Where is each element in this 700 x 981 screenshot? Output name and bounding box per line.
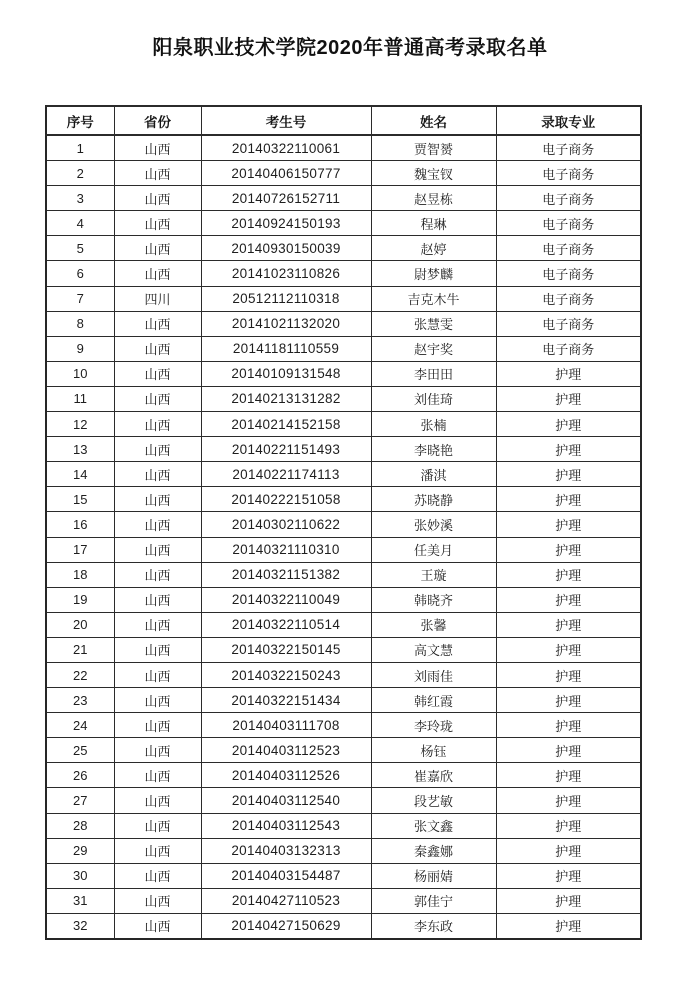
- cell-name: 苏晓静: [371, 487, 496, 512]
- cell-major: 电子商务: [496, 161, 641, 186]
- cell-province: 山西: [114, 186, 201, 211]
- cell-name: 韩红霞: [371, 688, 496, 713]
- table-row: [46, 386, 641, 411]
- cell-major: 护理: [496, 512, 641, 537]
- table-row: [46, 412, 641, 437]
- cell-major: 护理: [496, 412, 641, 437]
- cell-province: 山西: [114, 587, 201, 612]
- cell-major: 电子商务: [496, 135, 641, 161]
- cell-no: 31: [46, 888, 114, 913]
- admission-list-table: [45, 105, 642, 940]
- cell-name: 张楠: [371, 412, 496, 437]
- table-row: [46, 161, 641, 186]
- cell-province: 山西: [114, 161, 201, 186]
- cell-no: 7: [46, 286, 114, 311]
- cell-province: 山西: [114, 336, 201, 361]
- cell-candidate-no: 20141021132020: [201, 311, 371, 336]
- cell-province: 山西: [114, 913, 201, 939]
- cell-province: 山西: [114, 487, 201, 512]
- cell-candidate-no: 20140406150777: [201, 161, 371, 186]
- cell-name: 杨钰: [371, 738, 496, 763]
- cell-major: 电子商务: [496, 311, 641, 336]
- cell-province: 山西: [114, 888, 201, 913]
- cell-province: 山西: [114, 512, 201, 537]
- cell-name: 刘雨佳: [371, 662, 496, 687]
- table-row: [46, 662, 641, 687]
- cell-no: 2: [46, 161, 114, 186]
- cell-candidate-no: 20140930150039: [201, 236, 371, 261]
- cell-candidate-no: 20140213131282: [201, 386, 371, 411]
- cell-province: 山西: [114, 713, 201, 738]
- table-row: [46, 211, 641, 236]
- cell-candidate-no: 20140322110514: [201, 612, 371, 637]
- cell-candidate-no: 20140322110061: [201, 135, 371, 161]
- cell-no: 14: [46, 462, 114, 487]
- cell-candidate-no: 20140403112526: [201, 763, 371, 788]
- cell-candidate-no: 20140924150193: [201, 211, 371, 236]
- cell-name: 潘淇: [371, 462, 496, 487]
- cell-candidate-no: 20140427110523: [201, 888, 371, 913]
- cell-major: 护理: [496, 361, 641, 386]
- cell-no: 29: [46, 838, 114, 863]
- cell-major: 护理: [496, 587, 641, 612]
- cell-candidate-no: 20140322150243: [201, 662, 371, 687]
- cell-name: 王璇: [371, 562, 496, 587]
- cell-name: 赵婷: [371, 236, 496, 261]
- cell-name: 高文慧: [371, 637, 496, 662]
- page-title: 阳泉职业技术学院2020年普通高考录取名单: [152, 37, 548, 59]
- scanned-document-page: [0, 31, 700, 981]
- cell-candidate-no: 20140214152158: [201, 412, 371, 437]
- cell-province: 山西: [114, 261, 201, 286]
- cell-major: 电子商务: [496, 261, 641, 286]
- cell-candidate-no: 20140222151058: [201, 487, 371, 512]
- table-row: [46, 888, 641, 913]
- cell-no: 32: [46, 913, 114, 939]
- cell-major: 电子商务: [496, 336, 641, 361]
- cell-no: 23: [46, 688, 114, 713]
- cell-name: 李东政: [371, 913, 496, 939]
- table-row: [46, 688, 641, 713]
- cell-candidate-no: 20140403112523: [201, 738, 371, 763]
- cell-candidate-no: 20140403112543: [201, 813, 371, 838]
- cell-name: 程琳: [371, 211, 496, 236]
- table-row: [46, 336, 641, 361]
- cell-candidate-no: 20140403112540: [201, 788, 371, 813]
- table-row: [46, 537, 641, 562]
- column-header: 序号: [46, 106, 114, 135]
- cell-major: 电子商务: [496, 211, 641, 236]
- cell-candidate-no: 20140221174113: [201, 462, 371, 487]
- cell-major: 电子商务: [496, 186, 641, 211]
- cell-province: 山西: [114, 562, 201, 587]
- cell-major: 护理: [496, 788, 641, 813]
- cell-candidate-no: 20140726152711: [201, 186, 371, 211]
- cell-major: 护理: [496, 637, 641, 662]
- cell-province: 山西: [114, 838, 201, 863]
- column-header: 姓名: [371, 106, 496, 135]
- cell-province: 山西: [114, 612, 201, 637]
- cell-province: 山西: [114, 863, 201, 888]
- cell-candidate-no: 20140221151493: [201, 437, 371, 462]
- cell-name: 崔嘉欣: [371, 763, 496, 788]
- column-header: 录取专业: [496, 106, 641, 135]
- cell-no: 19: [46, 587, 114, 612]
- cell-candidate-no: 20140322150145: [201, 637, 371, 662]
- cell-candidate-no: 20140322110049: [201, 587, 371, 612]
- cell-name: 赵宇奖: [371, 336, 496, 361]
- column-header: 省份: [114, 106, 201, 135]
- cell-name: 张馨: [371, 612, 496, 637]
- cell-province: 山西: [114, 537, 201, 562]
- table-row: [46, 738, 641, 763]
- cell-candidate-no: 20140321151382: [201, 562, 371, 587]
- cell-no: 25: [46, 738, 114, 763]
- cell-name: 张文鑫: [371, 813, 496, 838]
- cell-major: 护理: [496, 612, 641, 637]
- table-row: [46, 186, 641, 211]
- cell-province: 山西: [114, 788, 201, 813]
- table-row: [46, 261, 641, 286]
- table-row: [46, 361, 641, 386]
- cell-no: 17: [46, 537, 114, 562]
- cell-no: 15: [46, 487, 114, 512]
- table-row: [46, 512, 641, 537]
- table-row: [46, 286, 641, 311]
- cell-major: 护理: [496, 888, 641, 913]
- cell-major: 护理: [496, 462, 641, 487]
- cell-candidate-no: 20140109131548: [201, 361, 371, 386]
- cell-province: 山西: [114, 462, 201, 487]
- cell-major: 电子商务: [496, 286, 641, 311]
- cell-name: 魏宝钗: [371, 161, 496, 186]
- cell-no: 11: [46, 386, 114, 411]
- cell-candidate-no: 20141023110826: [201, 261, 371, 286]
- cell-name: 吉克木牛: [371, 286, 496, 311]
- table-row: [46, 462, 641, 487]
- cell-name: 张慧雯: [371, 311, 496, 336]
- cell-name: 李田田: [371, 361, 496, 386]
- cell-major: 护理: [496, 487, 641, 512]
- cell-name: 李玲珑: [371, 713, 496, 738]
- cell-name: 刘佳琦: [371, 386, 496, 411]
- cell-major: 护理: [496, 437, 641, 462]
- table-row: [46, 236, 641, 261]
- cell-name: 李晓艳: [371, 437, 496, 462]
- table-row: [46, 838, 641, 863]
- table-row: [46, 863, 641, 888]
- cell-province: 山西: [114, 236, 201, 261]
- cell-candidate-no: 20512112110318: [201, 286, 371, 311]
- cell-major: 护理: [496, 913, 641, 939]
- cell-name: 任美月: [371, 537, 496, 562]
- cell-major: 护理: [496, 562, 641, 587]
- cell-no: 9: [46, 336, 114, 361]
- cell-name: 郭佳宁: [371, 888, 496, 913]
- cell-major: 护理: [496, 537, 641, 562]
- cell-candidate-no: 20140403111708: [201, 713, 371, 738]
- table-row: [46, 562, 641, 587]
- cell-province: 山西: [114, 813, 201, 838]
- cell-no: 16: [46, 512, 114, 537]
- cell-no: 22: [46, 662, 114, 687]
- cell-candidate-no: 20140302110622: [201, 512, 371, 537]
- table-row: [46, 637, 641, 662]
- cell-province: 山西: [114, 361, 201, 386]
- cell-no: 18: [46, 562, 114, 587]
- cell-province: 山西: [114, 211, 201, 236]
- table-row: [46, 788, 641, 813]
- cell-no: 5: [46, 236, 114, 261]
- cell-no: 24: [46, 713, 114, 738]
- cell-no: 3: [46, 186, 114, 211]
- table-body: [46, 135, 641, 939]
- cell-major: 护理: [496, 713, 641, 738]
- cell-major: 护理: [496, 813, 641, 838]
- cell-name: 杨丽婧: [371, 863, 496, 888]
- cell-name: 张妙溪: [371, 512, 496, 537]
- cell-major: 护理: [496, 662, 641, 687]
- cell-name: 赵昱栋: [371, 186, 496, 211]
- cell-candidate-no: 20141181110559: [201, 336, 371, 361]
- cell-major: 护理: [496, 838, 641, 863]
- table-row: [46, 437, 641, 462]
- cell-province: 山西: [114, 763, 201, 788]
- cell-major: 电子商务: [496, 236, 641, 261]
- cell-no: 13: [46, 437, 114, 462]
- cell-no: 12: [46, 412, 114, 437]
- cell-name: 秦鑫娜: [371, 838, 496, 863]
- table-row: [46, 713, 641, 738]
- table-row: [46, 311, 641, 336]
- cell-no: 21: [46, 637, 114, 662]
- table-row: [46, 612, 641, 637]
- cell-no: 30: [46, 863, 114, 888]
- table-header-row: [46, 106, 641, 135]
- cell-no: 4: [46, 211, 114, 236]
- cell-no: 27: [46, 788, 114, 813]
- cell-province: 山西: [114, 311, 201, 336]
- cell-no: 1: [46, 135, 114, 161]
- column-header: 考生号: [201, 106, 371, 135]
- cell-no: 6: [46, 261, 114, 286]
- cell-province: 山西: [114, 437, 201, 462]
- table-row: [46, 135, 641, 161]
- table-row: [46, 487, 641, 512]
- cell-province: 四川: [114, 286, 201, 311]
- cell-province: 山西: [114, 688, 201, 713]
- cell-province: 山西: [114, 637, 201, 662]
- cell-name: 韩晓齐: [371, 587, 496, 612]
- cell-no: 10: [46, 361, 114, 386]
- cell-name: 段艺敏: [371, 788, 496, 813]
- table-row: [46, 913, 641, 939]
- cell-no: 28: [46, 813, 114, 838]
- cell-no: 26: [46, 763, 114, 788]
- cell-candidate-no: 20140427150629: [201, 913, 371, 939]
- table-row: [46, 763, 641, 788]
- cell-major: 护理: [496, 863, 641, 888]
- cell-no: 20: [46, 612, 114, 637]
- cell-major: 护理: [496, 386, 641, 411]
- cell-name: 尉梦麟: [371, 261, 496, 286]
- cell-major: 护理: [496, 763, 641, 788]
- table-row: [46, 813, 641, 838]
- cell-province: 山西: [114, 738, 201, 763]
- cell-candidate-no: 20140403154487: [201, 863, 371, 888]
- cell-candidate-no: 20140322151434: [201, 688, 371, 713]
- cell-name: 贾智赟: [371, 135, 496, 161]
- cell-no: 8: [46, 311, 114, 336]
- cell-major: 护理: [496, 688, 641, 713]
- cell-candidate-no: 20140321110310: [201, 537, 371, 562]
- cell-candidate-no: 20140403132313: [201, 838, 371, 863]
- table-row: [46, 587, 641, 612]
- cell-province: 山西: [114, 135, 201, 161]
- cell-province: 山西: [114, 662, 201, 687]
- cell-province: 山西: [114, 386, 201, 411]
- cell-province: 山西: [114, 412, 201, 437]
- cell-major: 护理: [496, 738, 641, 763]
